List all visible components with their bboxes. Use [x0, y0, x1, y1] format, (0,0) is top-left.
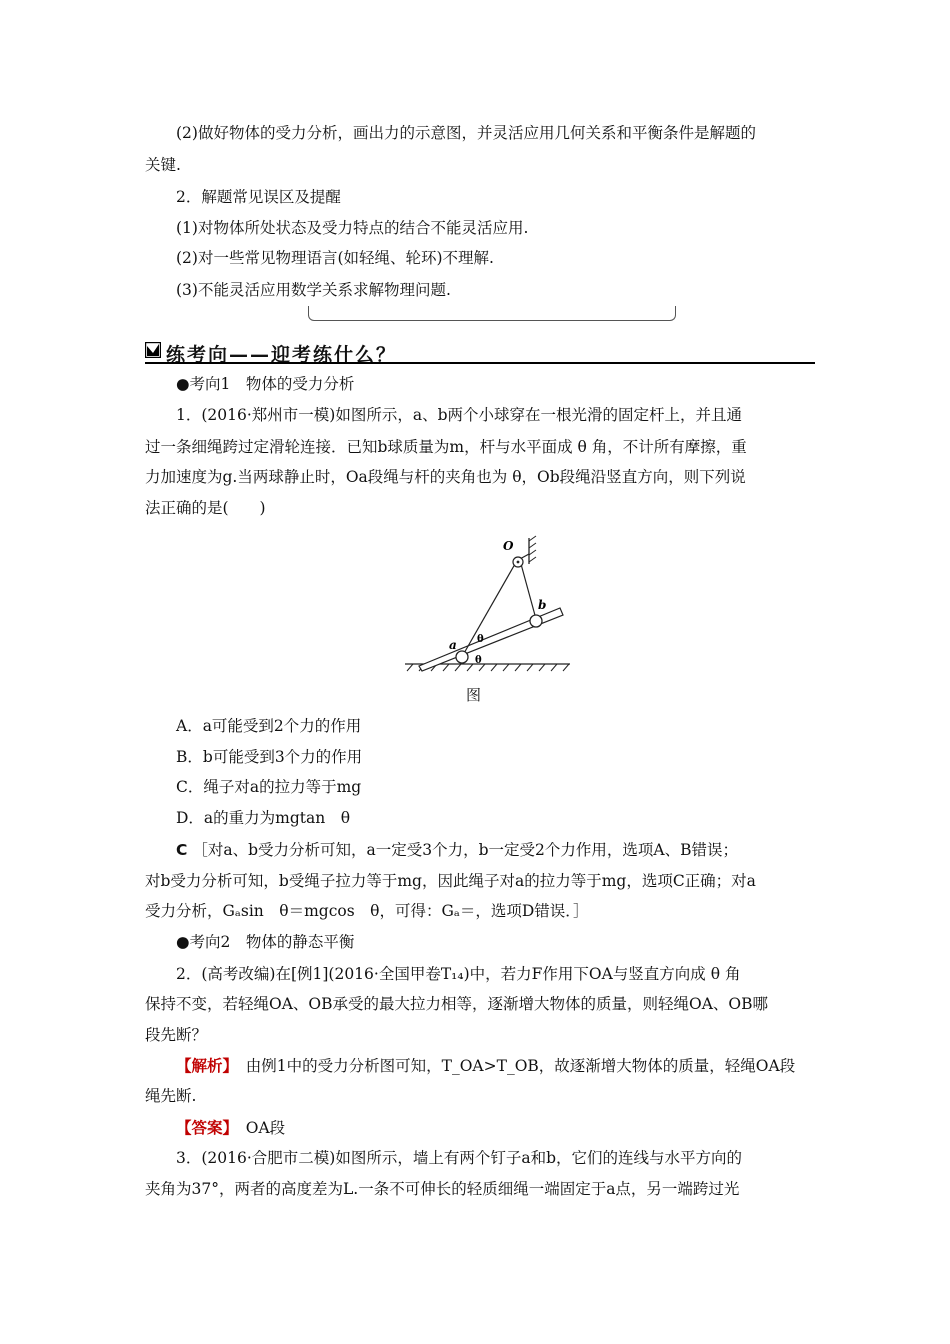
jiexi-tag: 【解析】 [176, 1056, 231, 1075]
section-header [145, 340, 815, 364]
summary-bracket [308, 306, 676, 321]
answer-1-letter: C [176, 841, 188, 859]
daan-text: OA段 [230, 1119, 286, 1137]
jiexi-line-2: 绳先断. [145, 1087, 197, 1105]
figure-angle-theta-lower: θ [475, 655, 482, 666]
question-2-line-2: 保持不变，若轻绳OA、OB承受的最大拉力相等，逐渐增大物体的质量，则轻绳OA、OB哪 [145, 995, 768, 1013]
mistake-1: (1)对物体所处状态及受力特点的结合不能灵活应用. [176, 219, 529, 237]
option-a: A．a可能受到2个力的作用 [176, 717, 362, 735]
question-1-line-2: 过一条细绳跨过定滑轮连接．已知b球质量为m，杆与水平面成 θ 角，不计所有摩擦，重 [145, 438, 747, 456]
figure-label-O: O [503, 539, 514, 553]
question-1-line-3: 力加速度为g.当两球静止时，Oa段绳与杆的夹角也为 θ，Ob段绳沿竖直方向，则下列说 [145, 468, 746, 486]
figure-caption: 图 [466, 686, 482, 704]
answer-1-explanation: ［对a、b受力分析可知，a一定受3个力，b一定受2个力作用，选项A、B错误； [192, 841, 738, 859]
daan-tag: 【答案】 [176, 1118, 231, 1137]
mistakes-heading: 2．解题常见误区及提醒 [176, 188, 341, 206]
question-1-line-4: 法正确的是( ) [145, 499, 266, 517]
jiexi-text: 由例1中的受力分析图可知，T_OA>T_OB，故逐渐增大物体的质量，轻绳OA段 [230, 1057, 796, 1075]
topic-1-heading: ●考向1 物体的受力分析 [176, 375, 355, 393]
option-d: D．a的重力为mgtan θ [176, 809, 351, 827]
option-b: B．b可能受到3个力的作用 [176, 748, 363, 766]
intro-paragraph-1: (2)做好物体的受力分析，画出力的示意图，并灵活应用几何关系和平衡条件是解题的 [176, 124, 756, 142]
question-2-line-1: 2．(高考改编)在[例1](2016·全国甲卷T₁₄)中，若力F作用下OA与竖直方向成 θ 角 [176, 965, 741, 983]
question-3-line-1: 3．(2016·合肥市二模)如图所示，墙上有两个钉子a和b，它们的连线与水平方向的 [176, 1149, 742, 1167]
pulley-rod-figure [405, 532, 570, 677]
mistake-2: (2)对一些常见物理语言(如轻绳、轮环)不理解. [176, 249, 494, 267]
figure-label-a: a [449, 638, 457, 652]
answer-1-line-2: 对b受力分析可知，b受绳子拉力等于mg，因此绳子对a的拉力等于mg，选项C正确；对a [145, 872, 756, 890]
question-1-line-1: 1．(2016·郑州市一模)如图所示，a、b两个小球穿在一根光滑的固定杆上，并且通 [176, 406, 742, 424]
figure-label-b: b [538, 598, 547, 612]
section-title: 练考向——迎考练什么？ [166, 344, 398, 366]
mistake-3: (3)不能灵活应用数学关系求解物理问题. [176, 281, 451, 299]
answer-1-line-1 [176, 840, 846, 860]
question-3-line-2: 夹角为37°，两者的高度差为L.一条不可伸长的轻质细绳一端固定于a点，另一端跨过光 [145, 1180, 740, 1198]
daan-line [176, 1118, 846, 1138]
option-c: C．绳子对a的拉力等于mg [176, 778, 362, 796]
answer-1-line-3: 受力分析，Gₐsin θ＝mgcos θ，可得：Gₐ＝，选项D错误．］ [145, 902, 589, 920]
checkmark-box-icon [145, 342, 161, 358]
figure-angle-theta-upper: θ [477, 634, 484, 645]
section-underline [145, 362, 815, 364]
jiexi-line-1 [176, 1056, 846, 1076]
question-2-line-3: 段先断？ [145, 1026, 208, 1044]
intro-paragraph-1-cont: 关键. [145, 156, 181, 174]
topic-2-heading: ●考向2 物体的静态平衡 [176, 933, 355, 951]
